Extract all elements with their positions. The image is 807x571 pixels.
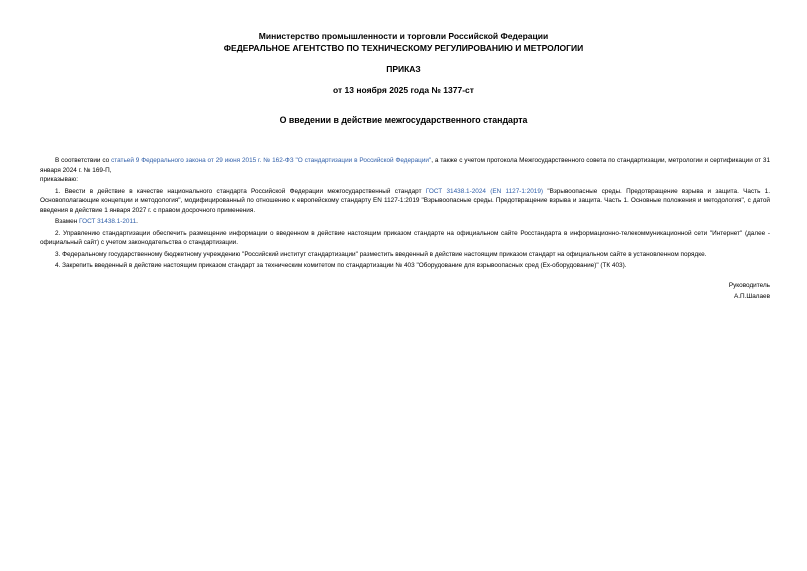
- item-1-paragraph: [40, 187, 770, 216]
- signatory-name: А.П.Шалаев: [733, 293, 770, 300]
- federal-law-link[interactable]: статьей 9 Федерального закона от 29 июня 2015 г. № 162-ФЗ "О стандартизации в Российской Федерации": [111, 157, 432, 164]
- item-1-text-start: 1. Ввести в действие в качестве национального стандарта Российской Федерации межгосударственный стандарт: [55, 187, 426, 195]
- replacement-paragraph: [40, 217, 770, 227]
- preamble-text-end: , а также с учетом протокола Межгосударственного совета по стандартизации, метрологии и сертификации от 31 января 2024 г. № 169-П,: [40, 157, 770, 174]
- ministry-name: Министерство промышленности и торговли Российской Федерации: [258, 31, 549, 41]
- order-word: приказываю:: [40, 176, 78, 183]
- signatory-position: Руководитель: [728, 282, 770, 289]
- order-date-number: от 13 ноября 2025 года № 1377-ст: [333, 85, 474, 95]
- agency-name: ФЕДЕРАЛЬНОЕ АГЕНТСТВО ПО ТЕХНИЧЕСКОМУ РЕГУЛИРОВАНИЮ И МЕТРОЛОГИИ: [223, 43, 584, 53]
- item-2-paragraph: 2. Управлению стандартизации обеспечить размещение информации о введенном в действие настоящим приказом стандарте на официальном сайте Росстандарта в информационно-телекоммуникационной сети "Интернет" (далее - официальный сайт) с учетом законодательства о стандартизации.: [40, 229, 770, 246]
- item-1-text-end: "Взрывоопасные среды. Предотвращение взрыва и защита. Часть 1. Основополагающие концепции и методология", модифицированный по отношению к европейскому стандарту EN 1127-1:2019 "Взрывоопасные среды. Предотвращение взрыва и защита. Часть 1. Основные положения и методология", с датой введения в действие 1 января 2027 г. с правом досрочного применения.: [40, 187, 771, 214]
- replacement-suffix: .: [136, 218, 138, 225]
- order-subject: О введении в действие межгосударственного стандарта: [279, 115, 528, 125]
- item-3-paragraph: 3. Федеральному государственному бюджетному учреждению "Российский институт стандартизации" разместить введенный в действие настоящим приказом стандарт на официальном сайте в установленном порядке.: [55, 250, 707, 258]
- item-4-paragraph: 4. Закрепить введенный в действие настоящим приказом стандарт за техническим комитетом по стандартизации № 403 "Оборудование для взрывоопасных сред (Ex-оборудование)" (ТК 403).: [55, 262, 627, 269]
- document-type: ПРИКАЗ: [386, 64, 421, 74]
- gost-2011-link[interactable]: ГОСТ 31438.1-2011: [79, 218, 137, 225]
- preamble-paragraph: [40, 156, 770, 175]
- gost-2024-link[interactable]: ГОСТ 31438.1-2024 (EN 1127-1:2019): [425, 187, 544, 195]
- order-body: [40, 156, 770, 271]
- replacement-label: Взамен: [55, 218, 79, 225]
- preamble-text-start: В соответствии со: [55, 157, 112, 164]
- signature-block: [729, 280, 770, 302]
